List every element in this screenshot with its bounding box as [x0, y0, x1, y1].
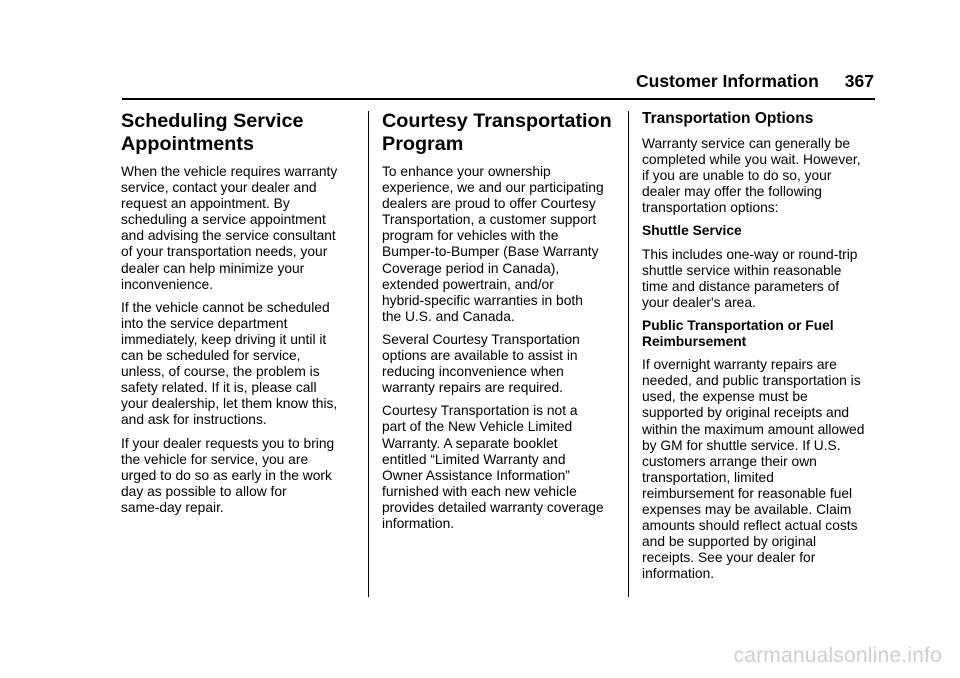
paragraph: Warranty service can generally be completed while you wait. However, if you are unable to do so, your dealer may offer the following transportation options:: [642, 136, 861, 216]
subheading-shuttle: Shuttle Service: [642, 223, 742, 239]
paragraph: Courtesy Transportation is not a part of the New Vehicle Limited Warranty. A separate booklet entitled “Limited Warranty and Owner Assistance Information” furnished with each new vehicle provides detailed warranty coverage information.: [382, 403, 604, 531]
page-header: [636, 71, 874, 92]
heading-scheduling: Scheduling Service Appointments: [121, 110, 304, 155]
page-number: 367: [844, 71, 874, 91]
paragraph: If your dealer requests you to bring the vehicle for service, you are urged to do so as early in the work day as possible to allow for same-day repair.: [121, 435, 335, 515]
column-transportation-options: [642, 110, 872, 589]
column-courtesy: [382, 110, 612, 539]
header-rule: [122, 98, 875, 100]
paragraph: Several Courtesy Transportation options are available to assist in reducing inconvenience when warranty repairs are required.: [382, 331, 580, 396]
paragraph: If overnight warranty repairs are needed, and public transportation is used, the expense must be supported by original receipts and within the maximum amount allowed by GM for shuttle service. If U.S. customers arrange their own transportation, limited reimbursement for reasonable fuel expenses may be available. Claim amounts should reflect actual costs and be supported by original receipts. See your dealer for information.: [642, 357, 865, 582]
watermark: carmanualsonline.info: [733, 644, 942, 667]
section-title: Customer Information: [636, 71, 819, 91]
paragraph: To enhance your ownership experience, we and our participating dealers are proud to offer Courtesy Transportation, a customer support program for vehicles with the Bumper-to-Bumper (Base Warranty Coverage period in Canada), extended powertrain, and/or hybrid-specific warranties in both the U.S. and Canada.: [382, 164, 604, 324]
paragraph: When the vehicle requires warranty service, contact your dealer and request an appointment. By scheduling a service appointment and advising the service consultant of your transportation needs, your dealer can help minimize your inconvenience.: [121, 164, 338, 292]
heading-courtesy: Courtesy Transportation Program: [382, 110, 612, 155]
paragraph: If the vehicle cannot be scheduled into the service department immediately, keep driving it until it can be scheduled for service, unless, of course, the problem is safety related. If it is, please call your dealership, let them know this, and ask for instructions.: [121, 299, 338, 428]
column-divider-1: [368, 111, 369, 597]
subheading-public-transportation: Public Transportation or Fuel Reimbursement: [642, 317, 834, 350]
paragraph: This includes one-way or round-trip shuttle service within reasonable time and distance parameters of your dealer's area.: [642, 246, 858, 310]
column-scheduling: [121, 110, 351, 523]
column-divider-2: [628, 111, 629, 597]
heading-transportation-options: Transportation Options: [642, 110, 814, 127]
